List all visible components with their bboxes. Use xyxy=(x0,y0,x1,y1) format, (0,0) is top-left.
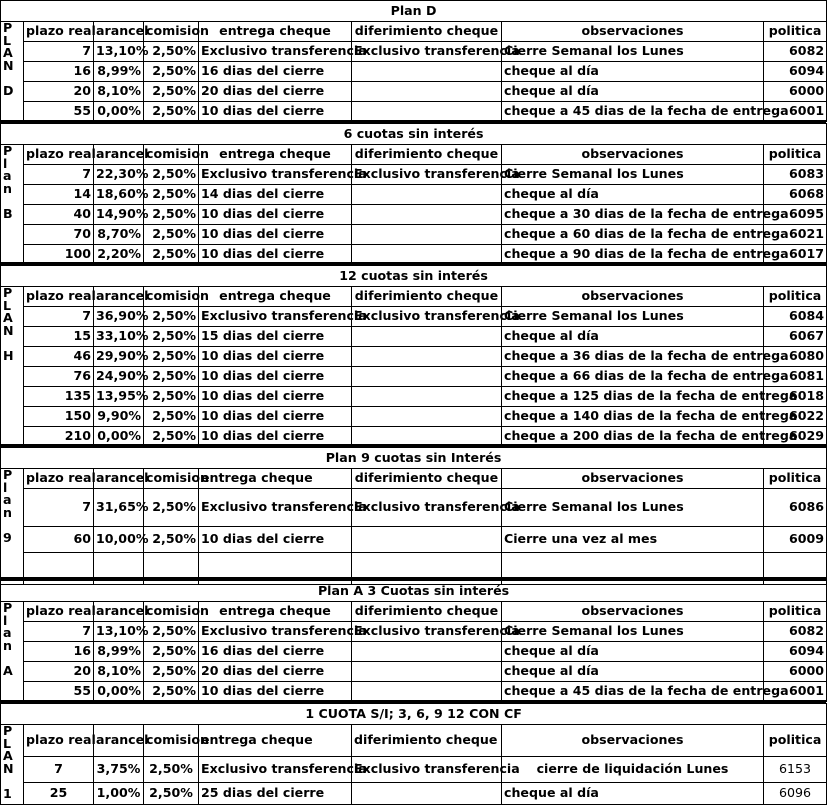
side-letter: l xyxy=(3,155,8,171)
plan-table xyxy=(0,580,827,702)
cell-observaciones: cheque al día xyxy=(502,82,764,102)
column-header-politica: politica xyxy=(764,602,827,622)
cell-politica: 6029 xyxy=(764,427,827,447)
cell-observaciones: cheque al día xyxy=(502,327,764,347)
column-header-politica: politica xyxy=(764,469,827,489)
cell-politica: 6009 xyxy=(764,527,827,553)
column-header-plazo: plazo real xyxy=(24,145,94,165)
cell-arancel: 18,60% xyxy=(94,185,144,205)
cell-plazo: 55 xyxy=(24,102,94,122)
table-row xyxy=(1,662,827,682)
cell-politica: 6094 xyxy=(764,62,827,82)
cell-diferimiento xyxy=(352,205,502,225)
column-header-observaciones: observaciones xyxy=(502,602,764,622)
cell-arancel: 13,95% xyxy=(94,387,144,407)
cell-comision: 2,50% xyxy=(144,387,199,407)
cell-arancel: 33,10% xyxy=(94,327,144,347)
column-header-plazo: plazo real xyxy=(24,602,94,622)
cell-politica: 6001 xyxy=(764,682,827,702)
side-letter: 1 xyxy=(3,785,12,801)
cell-politica: 6017 xyxy=(764,245,827,265)
header-row xyxy=(1,287,827,307)
side-letter: L xyxy=(3,32,12,48)
cell-comision: 2,50% xyxy=(144,407,199,427)
cell-entrega: 10 dias del cierre xyxy=(199,367,352,387)
cell-entrega: 16 dias del cierre xyxy=(199,62,352,82)
column-header-observaciones: observaciones xyxy=(502,145,764,165)
header-row xyxy=(1,22,827,42)
side-letter: A xyxy=(3,662,13,678)
cell-politica: 6018 xyxy=(764,387,827,407)
section-divider xyxy=(0,444,826,447)
plan-side-label xyxy=(1,602,24,702)
column-header-observaciones: observaciones xyxy=(502,725,764,757)
cell-politica: 6068 xyxy=(764,185,827,205)
column-header-plazo: plazo real xyxy=(24,22,94,42)
cell-politica: 6086 xyxy=(764,489,827,527)
cell-diferimiento xyxy=(352,642,502,662)
column-header-diferimiento: diferimiento cheque xyxy=(352,725,502,757)
cell-plazo: 46 xyxy=(24,347,94,367)
column-header-diferimiento: diferimiento cheque xyxy=(352,469,502,489)
cell-observaciones: cheque a 90 dias de la fecha de entrega xyxy=(502,245,764,265)
table-row xyxy=(1,185,827,205)
column-header-observaciones: observaciones xyxy=(502,287,764,307)
cell-politica: 6153 xyxy=(764,757,827,783)
column-header-politica: politica xyxy=(764,22,827,42)
cell-entrega: 10 dias del cierre xyxy=(199,102,352,122)
plan-title-row xyxy=(1,581,827,602)
cell-observaciones: cheque a 30 dias de la fecha de entrega xyxy=(502,205,764,225)
table-row xyxy=(1,367,827,387)
cell-diferimiento: Exclusivo transferencia xyxy=(352,489,502,527)
cell-arancel: 1,00% xyxy=(94,783,144,805)
cell-diferimiento: Exclusivo transferencia xyxy=(352,165,502,185)
side-letter: A xyxy=(3,748,13,764)
table-row xyxy=(1,165,827,185)
cell-entrega: 10 dias del cierre xyxy=(199,682,352,702)
table-row xyxy=(1,205,827,225)
cell-plazo: 7 xyxy=(24,489,94,527)
section-divider xyxy=(0,577,826,580)
cell-politica: 6000 xyxy=(764,662,827,682)
table-row xyxy=(1,327,827,347)
cell-politica: 6082 xyxy=(764,42,827,62)
cell-politica: 6081 xyxy=(764,367,827,387)
cell-comision: 2,50% xyxy=(144,225,199,245)
cell-politica: 6000 xyxy=(764,82,827,102)
cell-diferimiento xyxy=(352,102,502,122)
cell-plazo: 16 xyxy=(24,642,94,662)
side-letter: A xyxy=(3,310,13,326)
cell-comision: 2,50% xyxy=(144,42,199,62)
cell-entrega: 10 dias del cierre xyxy=(199,407,352,427)
section-divider xyxy=(0,262,826,265)
cell-entrega: 10 dias del cierre xyxy=(199,205,352,225)
column-header-plazo: plazo real xyxy=(24,725,94,757)
plan-side-label xyxy=(1,287,24,447)
cell-entrega: Exclusivo transferencia xyxy=(199,307,352,327)
cell-observaciones: cheque a 45 dias de la fecha de entrega xyxy=(502,682,764,702)
cell-entrega: Exclusivo transferencia xyxy=(199,757,352,783)
cell-politica: 6083 xyxy=(764,165,827,185)
cell-politica: 6096 xyxy=(764,783,827,805)
cell-entrega: 10 dias del cierre xyxy=(199,225,352,245)
side-letter: D xyxy=(3,82,14,98)
cell-entrega: Exclusivo transferencia xyxy=(199,42,352,62)
table-row xyxy=(1,347,827,367)
cell-arancel: 0,00% xyxy=(94,427,144,447)
cell-comision: 2,50% xyxy=(144,662,199,682)
side-letter: L xyxy=(3,297,12,313)
table-row xyxy=(1,102,827,122)
cell-comision: 2,50% xyxy=(144,489,199,527)
cell-comision: 2,50% xyxy=(144,62,199,82)
cell-arancel: 36,90% xyxy=(94,307,144,327)
header-row xyxy=(1,725,827,757)
plan-title: 12 cuotas sin interés xyxy=(1,266,827,287)
cell-entrega: 14 dias del cierre xyxy=(199,185,352,205)
cell-diferimiento xyxy=(352,682,502,702)
cell-plazo: 55 xyxy=(24,682,94,702)
cell-plazo: 25 xyxy=(24,783,94,805)
side-letter: n xyxy=(3,504,12,520)
cell-diferimiento xyxy=(352,387,502,407)
table-row xyxy=(1,622,827,642)
side-letter: N xyxy=(3,322,14,338)
side-letter: H xyxy=(3,347,14,363)
side-letter: A xyxy=(3,45,13,61)
cell-arancel: 8,10% xyxy=(94,662,144,682)
cell-observaciones: cheque a 36 dias de la fecha de entrega xyxy=(502,347,764,367)
side-letter: l xyxy=(3,479,8,495)
cell-entrega: 10 dias del cierre xyxy=(199,527,352,553)
cell-arancel: 29,90% xyxy=(94,347,144,367)
cell-diferimiento: Exclusivo transferencia xyxy=(352,622,502,642)
side-letter: P xyxy=(3,285,13,300)
cell-observaciones: Cierre Semanal los Lunes xyxy=(502,42,764,62)
cell-plazo: 7 xyxy=(24,622,94,642)
plan-side-label xyxy=(1,725,24,805)
cell-arancel: 10,00% xyxy=(94,527,144,553)
column-header-entrega: entrega cheque xyxy=(199,469,352,489)
cell-observaciones: cheque al día xyxy=(502,662,764,682)
column-header-observaciones: observaciones xyxy=(502,22,764,42)
plan-table xyxy=(0,0,827,122)
cell-entrega: 15 dias del cierre xyxy=(199,327,352,347)
side-letter: l xyxy=(3,612,8,628)
column-header-plazo: plazo real xyxy=(24,469,94,489)
cell-politica: 6067 xyxy=(764,327,827,347)
side-letter: P xyxy=(3,467,13,482)
plan-title-row xyxy=(1,124,827,145)
cell-observaciones: cheque a 66 dias de la fecha de entrega xyxy=(502,367,764,387)
plan-title-row xyxy=(1,266,827,287)
cell-diferimiento xyxy=(352,527,502,553)
cell-observaciones: cheque a 125 dias de la fecha de entrega xyxy=(502,387,764,407)
cell-plazo: 15 xyxy=(24,327,94,347)
cell-observaciones: Cierre una vez al mes xyxy=(502,527,764,553)
table-row xyxy=(1,682,827,702)
cell-comision: 2,50% xyxy=(144,367,199,387)
cell-entrega: 16 dias del cierre xyxy=(199,642,352,662)
header-row xyxy=(1,469,827,489)
column-header-politica: politica xyxy=(764,725,827,757)
column-header-entrega: entrega cheque xyxy=(199,145,352,165)
cell-arancel: 2,20% xyxy=(94,245,144,265)
table-row xyxy=(1,527,827,553)
cell-observaciones: Cierre Semanal los Lunes xyxy=(502,622,764,642)
cell-diferimiento xyxy=(352,225,502,245)
cell-comision: 2,50% xyxy=(144,185,199,205)
cell-comision: 2,50% xyxy=(144,783,199,805)
plan-side-label xyxy=(1,469,24,585)
column-header-comision: comision xyxy=(144,145,199,165)
cell-diferimiento: Exclusivo transferencia xyxy=(352,42,502,62)
cell-arancel: 31,65% xyxy=(94,489,144,527)
cell-observaciones: Cierre Semanal los Lunes xyxy=(502,307,764,327)
column-header-arancel: arancel xyxy=(94,287,144,307)
column-header-comision: comision xyxy=(144,725,199,757)
table-row xyxy=(1,407,827,427)
cell-comision: 2,50% xyxy=(144,205,199,225)
cell-comision: 2,50% xyxy=(144,682,199,702)
cell-observaciones: Cierre Semanal los Lunes xyxy=(502,165,764,185)
cell-plazo: 16 xyxy=(24,62,94,82)
cell-arancel: 8,10% xyxy=(94,82,144,102)
cell-arancel: 13,10% xyxy=(94,42,144,62)
cell-diferimiento xyxy=(352,662,502,682)
plan-title: Plan A 3 Cuotas sin interés xyxy=(1,581,827,602)
cell-politica: 6095 xyxy=(764,205,827,225)
cell-arancel: 14,90% xyxy=(94,205,144,225)
cell-plazo: 14 xyxy=(24,185,94,205)
cell-entrega: Exclusivo transferencia xyxy=(199,622,352,642)
cell-plazo: 7 xyxy=(24,42,94,62)
cell-comision: 2,50% xyxy=(144,82,199,102)
cell-plazo: 135 xyxy=(24,387,94,407)
column-header-entrega: entrega cheque xyxy=(199,602,352,622)
header-row xyxy=(1,602,827,622)
cell-observaciones: cheque a 60 dias de la fecha de entrega xyxy=(502,225,764,245)
cell-diferimiento xyxy=(352,185,502,205)
cell-arancel: 8,99% xyxy=(94,62,144,82)
side-letter: B xyxy=(3,205,13,221)
side-letter: N xyxy=(3,57,14,73)
cell-politica: 6022 xyxy=(764,407,827,427)
column-header-observaciones: observaciones xyxy=(502,469,764,489)
column-header-diferimiento: diferimiento cheque xyxy=(352,602,502,622)
cell-arancel: 8,70% xyxy=(94,225,144,245)
column-header-arancel: arancel xyxy=(94,725,144,757)
cell-arancel: 0,00% xyxy=(94,102,144,122)
plan-table xyxy=(0,447,827,585)
cell-observaciones: cheque al día xyxy=(502,642,764,662)
side-letter: n xyxy=(3,637,12,653)
table-row xyxy=(1,387,827,407)
cell-diferimiento xyxy=(352,62,502,82)
cell-comision: 2,50% xyxy=(144,245,199,265)
cell-arancel: 3,75% xyxy=(94,757,144,783)
table-row xyxy=(1,642,827,662)
cell-arancel: 24,90% xyxy=(94,367,144,387)
plan-title: Plan 9 cuotas sin Interés xyxy=(1,448,827,469)
cell-entrega: 25 dias del cierre xyxy=(199,783,352,805)
cell-comision: 2,50% xyxy=(144,757,199,783)
cell-comision: 2,50% xyxy=(144,427,199,447)
side-letter: a xyxy=(3,168,12,184)
table-row xyxy=(1,225,827,245)
cell-diferimiento xyxy=(352,783,502,805)
side-letter: a xyxy=(3,625,12,641)
cell-entrega: 20 dias del cierre xyxy=(199,82,352,102)
cell-diferimiento xyxy=(352,327,502,347)
cell-politica: 6021 xyxy=(764,225,827,245)
table-row xyxy=(1,82,827,102)
cell-diferimiento xyxy=(352,407,502,427)
cell-entrega: Exclusivo transferencia xyxy=(199,165,352,185)
cell-entrega: 10 dias del cierre xyxy=(199,245,352,265)
cell-politica: 6084 xyxy=(764,307,827,327)
cell-diferimiento xyxy=(352,347,502,367)
side-letter: P xyxy=(3,723,13,738)
cell-plazo: 7 xyxy=(24,165,94,185)
cell-entrega: 10 dias del cierre xyxy=(199,347,352,367)
table-row xyxy=(1,489,827,527)
cell-plazo: 76 xyxy=(24,367,94,387)
plan-side-label xyxy=(1,22,24,122)
column-header-comision: comision xyxy=(144,287,199,307)
column-header-arancel: arancel xyxy=(94,469,144,489)
cell-plazo: 100 xyxy=(24,245,94,265)
cell-comision: 2,50% xyxy=(144,527,199,553)
column-header-arancel: arancel xyxy=(94,22,144,42)
plan-title-row xyxy=(1,704,827,725)
column-header-entrega: entrega cheque xyxy=(199,287,352,307)
cell-arancel: 13,10% xyxy=(94,622,144,642)
cell-plazo: 40 xyxy=(24,205,94,225)
cell-politica: 6001 xyxy=(764,102,827,122)
cell-observaciones: Cierre Semanal los Lunes xyxy=(502,489,764,527)
column-header-comision: comision xyxy=(144,469,199,489)
cell-comision: 2,50% xyxy=(144,327,199,347)
cell-observaciones: cheque a 200 dias de la fecha de entrega xyxy=(502,427,764,447)
cell-plazo: 70 xyxy=(24,225,94,245)
plan-side-label xyxy=(1,145,24,265)
cell-comision: 2,50% xyxy=(144,307,199,327)
cell-observaciones: cheque al día xyxy=(502,185,764,205)
cell-arancel: 8,99% xyxy=(94,642,144,662)
column-header-diferimiento: diferimiento cheque xyxy=(352,287,502,307)
cell-arancel: 9,90% xyxy=(94,407,144,427)
cell-comision: 2,50% xyxy=(144,102,199,122)
plan-title-row xyxy=(1,448,827,469)
cell-diferimiento xyxy=(352,82,502,102)
cell-comision: 2,50% xyxy=(144,622,199,642)
side-letter: P xyxy=(3,600,13,615)
column-header-arancel: arancel xyxy=(94,602,144,622)
cell-entrega: 10 dias del cierre xyxy=(199,427,352,447)
plan-title: 1 CUOTA S/I; 3, 6, 9 12 CON CF xyxy=(1,704,827,725)
side-letter: P xyxy=(3,143,13,158)
cell-entrega: Exclusivo transferencia xyxy=(199,489,352,527)
cell-plazo: 7 xyxy=(24,757,94,783)
plan-table xyxy=(0,265,827,447)
plan-title-row xyxy=(1,1,827,22)
table-row xyxy=(1,62,827,82)
cell-observaciones: cheque al día xyxy=(502,783,764,805)
cell-diferimiento: Exclusivo transferencia xyxy=(352,757,502,783)
cell-plazo: 150 xyxy=(24,407,94,427)
side-letter: 9 xyxy=(3,529,12,545)
column-header-comision: comision xyxy=(144,602,199,622)
cell-entrega: 10 dias del cierre xyxy=(199,387,352,407)
cell-comision: 2,50% xyxy=(144,642,199,662)
cell-observaciones: cheque a 45 dias de la fecha de entrega xyxy=(502,102,764,122)
cell-plazo: 210 xyxy=(24,427,94,447)
cell-plazo: 7 xyxy=(24,307,94,327)
table-row xyxy=(1,757,827,783)
cell-diferimiento xyxy=(352,367,502,387)
cell-diferimiento: Exclusivo transferencia xyxy=(352,307,502,327)
cell-arancel: 22,30% xyxy=(94,165,144,185)
cell-comision: 2,50% xyxy=(144,165,199,185)
cell-plazo: 60 xyxy=(24,527,94,553)
section-divider xyxy=(0,120,826,123)
header-row xyxy=(1,145,827,165)
column-header-arancel: arancel xyxy=(94,145,144,165)
cell-comision: 2,50% xyxy=(144,347,199,367)
plan-table xyxy=(0,123,827,265)
section-divider xyxy=(0,700,826,703)
column-header-diferimiento: diferimiento cheque xyxy=(352,145,502,165)
cell-observaciones: cierre de liquidación Lunes xyxy=(502,757,764,783)
side-letter: a xyxy=(3,492,12,508)
cell-arancel: 0,00% xyxy=(94,682,144,702)
column-header-entrega: entrega cheque xyxy=(199,725,352,757)
table-row xyxy=(1,783,827,805)
column-header-comision: comision xyxy=(144,22,199,42)
column-header-politica: politica xyxy=(764,145,827,165)
cell-observaciones: cheque a 140 dias de la fecha de entrega xyxy=(502,407,764,427)
cell-plazo: 20 xyxy=(24,82,94,102)
plan-title: Plan D xyxy=(1,1,827,22)
cell-politica: 6094 xyxy=(764,642,827,662)
plan-table xyxy=(0,703,827,805)
cell-observaciones: cheque al día xyxy=(502,62,764,82)
side-letter: N xyxy=(3,760,14,776)
column-header-politica: politica xyxy=(764,287,827,307)
side-letter: P xyxy=(3,20,13,35)
column-header-entrega: entrega cheque xyxy=(199,22,352,42)
cell-plazo: 20 xyxy=(24,662,94,682)
side-letter: L xyxy=(3,735,12,751)
cell-politica: 6080 xyxy=(764,347,827,367)
cell-politica: 6082 xyxy=(764,622,827,642)
table-row xyxy=(1,307,827,327)
column-header-plazo: plazo real xyxy=(24,287,94,307)
table-row xyxy=(1,42,827,62)
plan-title: 6 cuotas sin interés xyxy=(1,124,827,145)
side-letter: n xyxy=(3,180,12,196)
cell-entrega: 20 dias del cierre xyxy=(199,662,352,682)
column-header-diferimiento: diferimiento cheque xyxy=(352,22,502,42)
